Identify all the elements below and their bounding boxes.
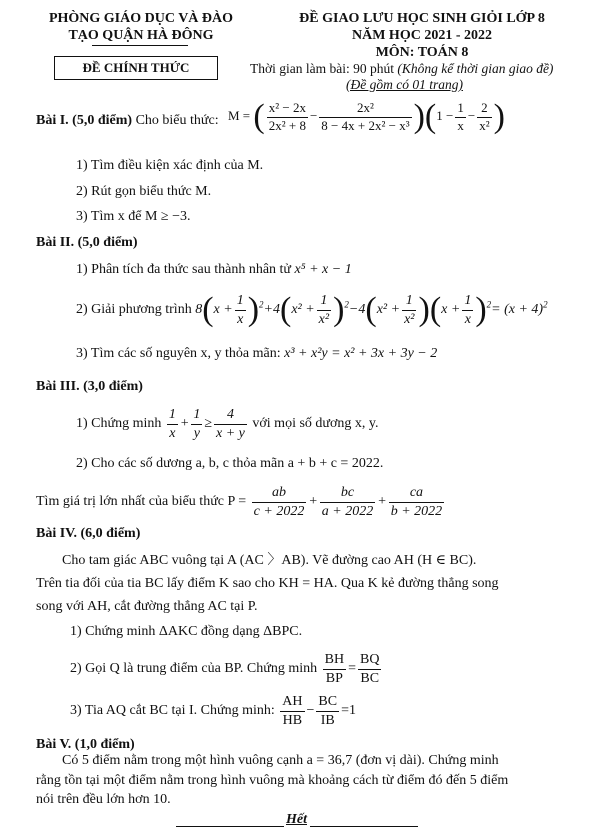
frac-2: $\frac{\text{2x²}}{\text{8 − 4x + 2x² − x³}}$: [321, 100, 410, 133]
bai2-q1: 1) Phân tích đa thức sau thành nhân tử x⁵ + x − 1: [76, 262, 352, 277]
paren-open: (: [253, 98, 265, 135]
time-note: (Không kể thời gian giao đề): [397, 61, 554, 76]
page-count: (Đề gồm có 01 trang): [346, 77, 463, 92]
bai4-p2: Trên tia đối của tia BC lấy điểm K sao cho KH = HA. Qua K kẻ đường thẳng song: [36, 576, 499, 591]
bai1-intro: Cho biểu thức:: [132, 113, 219, 128]
official-badge: ĐỀ CHÍNH THỨC: [54, 56, 218, 80]
bai4-p3: song với AH, cắt đường thẳng AC tại P.: [36, 599, 258, 614]
bai5-p3: nói trên đều lớn hơn 10.: [36, 792, 171, 807]
bai1-heading-line: [36, 112, 219, 130]
bai2-equation: 8(x + $\frac{1}{x}$ )$^2$+4(x² + $\frac{1}{\text{x²}}$ )$^2$−4(x² + $\frac{1}{\text{x²}}$ )(x + $\frac{1}{x}$ )$^2= (x + 4)^2$: [195, 291, 548, 328]
bai3-title: Bài III. (3,0 điểm): [36, 379, 143, 394]
bai4-q1: 1) Chứng minh ΔAKC đồng dạng ΔBPC.: [70, 624, 303, 639]
expr-lhs: M =: [228, 107, 251, 123]
time-prefix: Thời gian làm bài: 90 phút: [250, 61, 398, 76]
org-underline: [92, 45, 188, 46]
bai1-title: Bài I. (5,0 điểm): [36, 113, 133, 128]
subject: MÔN: TOÁN 8: [375, 45, 469, 60]
paren-close: ): [413, 98, 425, 135]
frac-4: $\frac{2}{\text{x²}}$: [479, 100, 490, 133]
frac-1: $\frac{\text{x² − 2x}}{\text{2x² + 8}}$: [268, 100, 306, 133]
bai1-q1: 1) Tìm điều kiện xác định của M.: [76, 158, 264, 173]
bai4-p1: Cho tam giác ABC vuông tại A (AC 〉AB). Vẽ đường cao AH (H ∈ BC).: [62, 553, 477, 568]
bai1-q2: 2) Rút gọn biểu thức M.: [76, 184, 212, 199]
bai2-title: Bài II. (5,0 điểm): [36, 235, 138, 250]
time-line: [250, 61, 553, 78]
bai3-q2: 2) Cho các số dương a, b, c thỏa mãn a + b + c = 2022.: [76, 456, 384, 471]
paren-open-2: (: [424, 98, 437, 135]
school-year: NĂM HỌC 2021 - 2022: [352, 28, 492, 43]
end-rule-right: [310, 826, 418, 827]
bai4-q2: 2) Gọi Q là trung điểm của BP. Chứng minh $\frac{BH}{BP}$ = $\frac{BQ}{BC}$: [70, 652, 380, 686]
paren-close-2: ): [493, 98, 505, 135]
org-line-2: TẠO QUẬN HÀ ĐÔNG: [68, 28, 214, 43]
org-line-1: PHÒNG GIÁO DỤC VÀ ĐÀO: [48, 11, 234, 26]
bai5-title: Bài V. (1,0 điểm): [36, 737, 135, 752]
bai1-expression: M = ( $\frac{\text{x² − 2x}}{\text{2x² + 8}}$ − $\frac{\text{2x²}}{\text{8 − 4x + 2x² − x³}}$ )(1 − $\frac{1}{x}$ − $\frac{2}{\text{x²}}$ ): [228, 98, 505, 135]
bai5-p1: Có 5 điểm nằm trong một hình vuông cạnh a = 36,7 (đơn vị dài). Chứng minh: [62, 753, 499, 768]
bai3-q1: 1) Chứng minh $\frac{1}{x}$ + $\frac{1}{y}$ ≥ $\frac{4}{x + y}$ với mọi số dương x, y.: [76, 407, 379, 441]
end-rule-left: [176, 826, 284, 827]
bai3-q3: Tìm giá trị lớn nhất của biểu thức P = $\frac{ab}{c + 2022}$ + $\frac{bc}{a + 2022}$ + $\frac{ca}{b + 2022}$: [36, 485, 443, 519]
bai4-title: Bài IV. (6,0 điểm): [36, 526, 141, 541]
bai2-q3: 3) Tìm các số nguyên x, y thỏa mãn: x³ + x²y = x² + 3x + 3y − 2: [76, 346, 438, 361]
bai2-q2: 2) Giải phương trình 8(x + $\frac{1}{x}$ )$^2$+4(x² + $\frac{1}{\text{x²}}$ )$^2$−4(x² + $\frac{1}{\text{x²}}$ )(x + $\frac{1}{x}$ )$^2= (x + 4)^2$: [76, 291, 548, 328]
bai1-q3: 3) Tìm x để M ≥ −3.: [76, 209, 191, 224]
frac-3: $\frac{1}{x}$: [457, 100, 464, 133]
end-mark: Hết: [286, 812, 307, 827]
bai5-p2: rằng tồn tại một điểm nằm trong hình vuông mà khoảng cách từ điểm đó đến 5 điểm: [36, 773, 509, 788]
exam-title: ĐỀ GIAO LƯU HỌC SINH GIỎI LỚP 8: [299, 11, 545, 26]
bai4-q3: 3) Tia AQ cắt BC tại I. Chứng minh: $\frac{AH}{HB}$ − $\frac{BC}{IB}$ =1: [70, 694, 356, 728]
